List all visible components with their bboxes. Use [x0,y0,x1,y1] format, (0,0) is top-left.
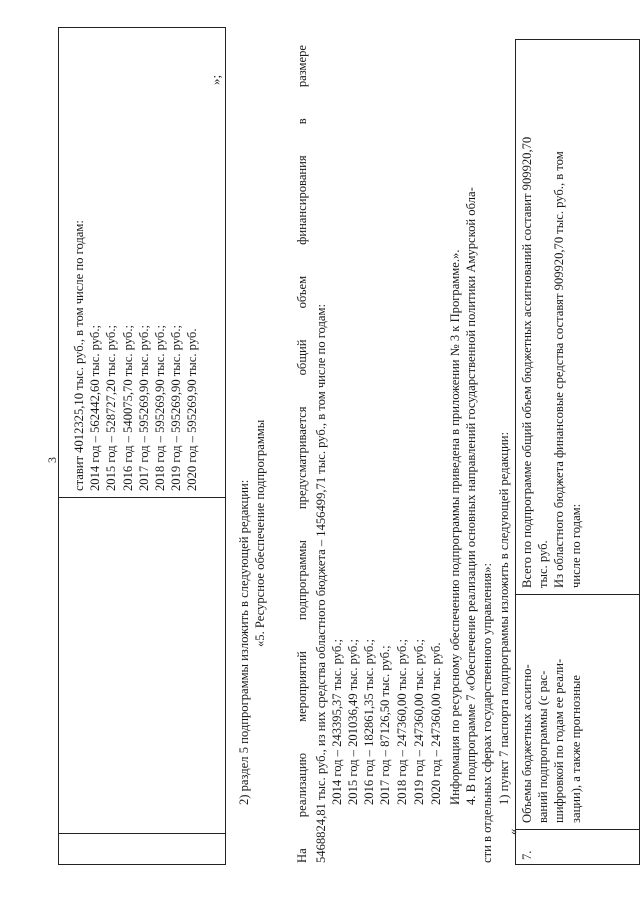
item4-paragraph-line: 4. В подпрограмме 7 «Обеспечение реализации основных направлений государственной политики Амурской обла- [464,187,478,805]
funding-table-bottom [515,39,640,865]
row-value-cell [516,40,640,595]
table-cell-funding [59,28,226,498]
table-year-line: 2016 год – 540075,70 тыс. руб.; [120,325,135,491]
row-number: 7. [520,850,534,860]
row-value-line: Из областного бюджета финансовые средства составят 909920,70 тыс. руб., в том [552,151,567,588]
table-year-line: 2017 год – 595269,90 тыс. руб.; [136,325,151,491]
table-year-line: 2018 год – 595269,90 тыс. руб.; [153,325,168,491]
table-cell-empty [59,498,226,834]
funding-year-line: 2015 год – 201036,49 тыс. руб.; [346,639,360,805]
table-intro-text: ставит 4012325,10 тыс. руб., в том числе по годам: [72,220,86,491]
row-value-line: тыс. руб. [536,540,551,588]
funding-table-top [58,27,226,865]
row-value-line: числе по годам: [568,503,583,588]
item4-paragraph-line: сти в отдельных сферах государственного управления»: [480,563,494,863]
section-intro-text: 2) раздел 5 подпрограммы изложить в следующей редакции: [237,479,251,805]
row-label-line: шифровкой по годам ее реали- [552,658,567,823]
row-label-line: Объемы бюджетных ассигно- [520,664,534,823]
funding-year-line: 2017 год – 87126,50 тыс. руб.; [378,645,392,805]
funding-paragraph-line: На реализацию мероприятий подпрограммы предусматривается общий объем финансирования в размере [295,45,309,863]
funding-year-line: 2018 год – 247360,00 тыс. руб.; [395,639,409,805]
section-heading: «5. Ресурсное обеспечение подпрограммы [253,419,267,647]
closing-quote: »; [208,74,223,85]
funding-year-line: 2019 год – 247360,00 тыс. руб.; [412,639,426,805]
opening-quote: « [505,828,520,835]
info-paragraph: Информация по ресурсному обеспечению подпрограммы приведена в приложении № 3 к Программе.». [448,249,462,805]
row-label-line: зации), а также прогнозные [568,675,583,823]
funding-year-line: 2014 год – 243395,37 тыс. руб.; [330,639,344,805]
item1-paragraph: 1) пункт 7 паспорта подпрограммы изложить в следующей редакции: [497,431,511,805]
row-label-line: ваний подпрограммы (с рас- [536,670,551,823]
table-year-line: 2019 год – 595269,90 тыс. руб.; [169,325,184,491]
row-label-cell [516,595,640,830]
table-cell-empty [59,834,226,865]
page-number: 3 [45,457,59,463]
row-number-cell [516,830,640,865]
table-year-line: 2020 год – 595269,90 тыс. руб. [185,328,200,491]
table-year-line: 2015 год – 528727,20 тыс. руб.; [104,325,119,491]
funding-year-line: 2016 год – 182861,35 тыс. руб.; [362,639,376,805]
row-value-line: Всего по подпрограмме общий объем бюджетных ассигнований составит 909920,70 [520,136,534,588]
table-year-line: 2014 год – 562442,60 тыс. руб.; [88,325,103,491]
funding-year-line: 2020 год – 247360,00 тыс. руб. [429,642,443,805]
funding-paragraph-line: 5468824,81 тыс. руб., из них средства областного бюджета – 1456499,71 тыс. руб., в том числе по годам: [314,304,328,863]
